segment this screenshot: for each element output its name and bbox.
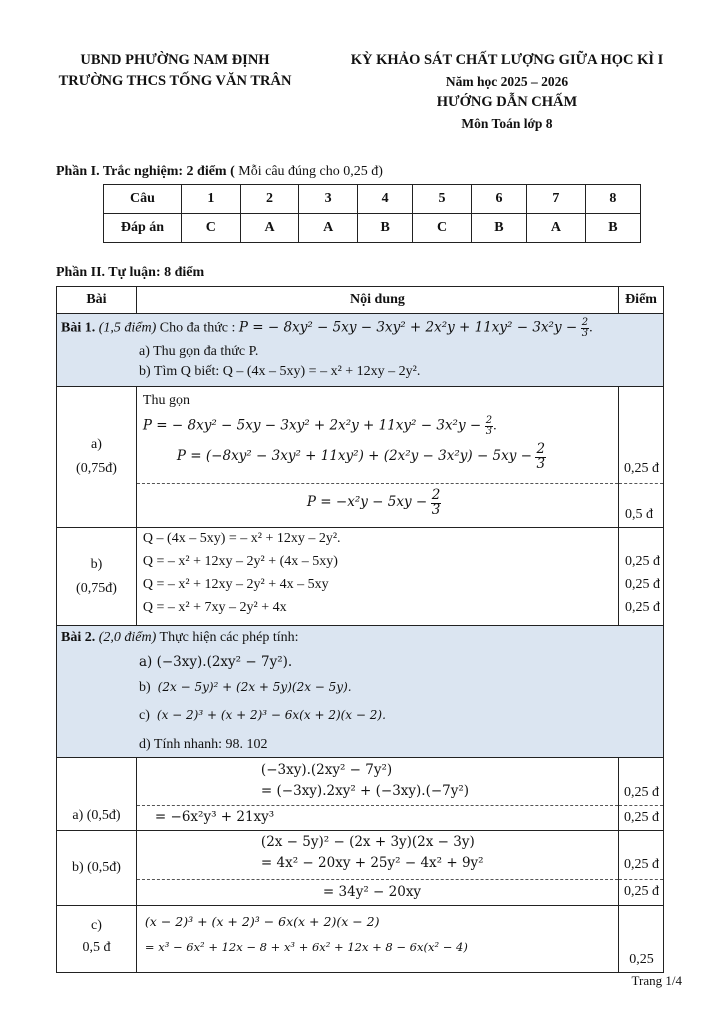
col-header-noidung: Nội dung — [136, 287, 618, 314]
bai1-statement-row — [57, 314, 664, 387]
bai1b-label: b) — [90, 556, 103, 572]
bai1a-label-cell — [57, 387, 137, 528]
divider — [137, 805, 618, 806]
bai1a-content — [136, 387, 618, 528]
bai2b-scores — [619, 831, 664, 906]
bai2-part-b-label: b) — [139, 680, 151, 695]
bai2a-scores — [619, 758, 664, 831]
answer-cell: C — [413, 214, 472, 243]
bai2a-line3: = −6x²y³ + 21xy³ — [154, 809, 275, 825]
row-label-answer: Đáp án — [104, 214, 182, 243]
bai2a-label: a) (0,5đ) — [72, 808, 121, 823]
bai1b-line3: Q = – x² + 12xy – 2y² + 4x – 5xy — [142, 577, 329, 592]
bai2a-line2: = (−3xy).2xy² + (−3xy).(−7y²) — [260, 783, 470, 799]
bai2-number: Bài 2. — [61, 630, 96, 645]
bai1b-label-cell — [57, 528, 137, 626]
answer-cell: A — [299, 214, 358, 243]
score: 0,25 đ — [625, 600, 661, 615]
bai1a-line2: P = − 8xy² − 5xy − 3xy² + 2x²y + 11xy² − 3x²y − $\frac{2}{3}$ . — [142, 415, 497, 437]
bai1-part-b: b) Tìm Q biết: Q – (4x – 5xy) = – x² + 12xy – 2y². — [139, 364, 421, 379]
bai1-points: (1,5 điểm) — [95, 320, 157, 336]
part1-title — [56, 164, 383, 180]
bai1b-scores — [619, 528, 664, 626]
page-number: Trang 1/4 — [631, 973, 682, 988]
bai1-number: Bài 1. — [61, 320, 96, 336]
bai1b-content — [136, 528, 618, 626]
question-number: 7 — [527, 185, 586, 214]
answer-cell: C — [182, 214, 241, 243]
school-name: TRƯỜNG THCS TỐNG VĂN TRÂN — [58, 73, 292, 89]
answer-cell: B — [358, 214, 413, 243]
bai2-points: (2,0 điểm) — [95, 630, 157, 645]
ward-name: UBND PHƯỜNG NAM ĐỊNH — [80, 52, 270, 68]
bai2a-row — [57, 758, 664, 831]
bai1b-line1: Q – (4x – 5xy) = – x² + 12xy – 2y². — [142, 531, 341, 546]
answer-cell: B — [585, 214, 640, 243]
bai2-part-c — [139, 708, 386, 724]
bai2-heading — [61, 630, 299, 646]
bai1b-line2: Q = – x² + 12xy – 2y² + (4x – 5xy) — [142, 554, 338, 569]
bai1b-row — [57, 528, 664, 626]
score: 0,25 đ — [624, 810, 660, 825]
question-number: 4 — [358, 185, 413, 214]
bai2c-label-cell — [57, 906, 137, 973]
part2-title: Phần II. Tự luận: 8 điểm — [56, 265, 205, 280]
col-header-diem: Điểm — [619, 287, 664, 314]
question-number: 8 — [585, 185, 640, 214]
table-header-row — [57, 287, 664, 314]
bai1a-line3 — [177, 443, 546, 471]
bai2-part-b-expr: (2x − 5y)² + (2x + 5y)(2x − 5y). — [157, 680, 352, 694]
bai1a-label: a) — [91, 437, 102, 452]
bai1a-row — [57, 387, 664, 528]
bai2a-label-cell — [57, 758, 137, 831]
bai1-prompt: Cho đa thức : — [156, 320, 236, 336]
bai2-part-a: a) (−3xy).(2xy² − 7y²). — [139, 654, 293, 670]
fraction-numerator: 2 — [581, 317, 589, 328]
bai1-heading: Bài 1. (1,5 điểm) Cho đa thức : P = − 8xy² − 5xy − 3xy² + 2x²y + 11xy² − 3x²y − $\frac{2}{3}$ . — [61, 317, 593, 339]
bai2c-content — [136, 906, 618, 973]
question-number: 5 — [413, 185, 472, 214]
bai2-prompt: Thực hiện các phép tính: — [156, 630, 299, 645]
score: 0,5 đ — [625, 507, 654, 522]
bai1a-expr3: P = (−8xy² − 3xy² + 11xy²) + (2x²y − 3x²y) − 5xy − — [176, 448, 532, 465]
fraction — [431, 489, 442, 517]
bai1a-line4 — [307, 489, 441, 517]
bai2b-row — [57, 831, 664, 906]
exam-header — [322, 50, 692, 134]
bai2c-row — [57, 906, 664, 973]
bai2-part-d: d) Tính nhanh: 98. 102 — [139, 737, 268, 752]
fraction-numerator: 2 — [431, 487, 441, 503]
row-label-question: Câu — [104, 185, 182, 214]
bai2c-line2: = x³ − 6x² + 12x − 8 + x³ + 6x² + 12x + 8 − 6x(x² − 4) — [144, 940, 468, 954]
part1-note: Mỗi câu đúng cho 0,25 đ) — [234, 164, 383, 179]
bai2b-line3: = 34y² − 20xy — [322, 884, 422, 900]
bai2-part-b — [139, 680, 352, 696]
fraction-denominator: 3 — [485, 426, 493, 437]
divider — [619, 879, 663, 880]
fraction — [535, 443, 546, 471]
question-number: 6 — [471, 185, 526, 214]
bai1a-expr2: P = − 8xy² − 5xy − 3xy² + 2x²y + 11xy² − 3x²y − — [142, 417, 482, 434]
divider — [619, 805, 663, 806]
bai1-polynomial: P = − 8xy² − 5xy − 3xy² + 2x²y + 11xy² − 3x²y − — [238, 319, 578, 336]
fraction-denominator: 3 — [536, 455, 546, 472]
bai1a-line1: Thu gọn — [142, 393, 190, 408]
bai1b-points: (0,75đ) — [76, 580, 117, 596]
divider — [619, 483, 663, 484]
fraction — [581, 318, 589, 339]
bai2b-label-cell — [57, 831, 137, 906]
score: 0,25 đ — [624, 785, 660, 800]
part1-title-text: Phần I. Trắc nghiệm: 2 điểm ( — [56, 164, 235, 179]
answer-key-table — [103, 184, 641, 243]
bai2a-content — [136, 758, 618, 831]
score: 0,25 — [629, 952, 654, 967]
score: 0,25 đ — [625, 577, 661, 592]
bai1-part-a: a) Thu gọn đa thức P. — [139, 344, 259, 359]
school-year: Năm học 2025 – 2026 — [445, 74, 569, 89]
divider — [137, 879, 618, 880]
bai2c-scores — [619, 906, 664, 973]
bai1b-line4: Q = – x² + 7xy – 2y² + 4x — [142, 600, 287, 615]
col-header-bai: Bài — [57, 287, 137, 314]
question-number: 3 — [299, 185, 358, 214]
bai2-part-c-label: c) — [139, 708, 150, 723]
bai2c-points: 0,5 đ — [82, 940, 111, 955]
score: 0,25 đ — [624, 884, 660, 899]
answer-cell: A — [240, 214, 299, 243]
question-number: 2 — [240, 185, 299, 214]
bai1a-expr4: P = −x²y − 5xy − — [306, 494, 428, 511]
bai2b-line2: = 4x² − 20xy + 25y² − 4x² + 9y² — [260, 855, 484, 871]
score: 0,25 đ — [624, 857, 660, 872]
score: 0,25 đ — [625, 554, 661, 569]
bai2-part-c-expr: (x − 2)³ + (x + 2)³ − 6x(x + 2)(x − 2). — [156, 708, 386, 722]
answer-cell: A — [527, 214, 586, 243]
fraction-numerator: 2 — [536, 441, 546, 457]
bai2a-line1: (−3xy).(2xy² − 7y²) — [260, 762, 393, 778]
bai1a-points: (0,75đ) — [76, 461, 117, 476]
bai2b-label: b) (0,5đ) — [71, 860, 121, 875]
answer-row — [104, 214, 641, 243]
bai2b-content — [136, 831, 618, 906]
subject: Môn Toán lớp 8 — [461, 116, 553, 131]
bai1a-scores — [619, 387, 664, 528]
exam-title: KỲ KHẢO SÁT CHẤT LƯỢNG GIỮA HỌC KÌ I — [350, 52, 664, 68]
answer-cell: B — [471, 214, 526, 243]
bai2b-line1: (2x − 5y)² − (2x + 3y)(2x − 3y) — [260, 834, 475, 850]
essay-grading-table — [56, 286, 664, 973]
document-title: HƯỚNG DẪN CHẤM — [436, 94, 578, 110]
fraction-denominator: 3 — [581, 328, 589, 339]
fraction-denominator: 3 — [431, 501, 441, 518]
question-number: 1 — [182, 185, 241, 214]
question-row — [104, 185, 641, 214]
divider — [137, 483, 618, 484]
bai2c-label: c) — [91, 918, 102, 933]
bai2c-line1: (x − 2)³ + (x + 2)³ − 6x(x + 2)(x − 2) — [144, 914, 380, 929]
fraction — [485, 416, 493, 437]
school-header — [30, 50, 320, 92]
score: 0,25 đ — [624, 461, 660, 476]
bai2-statement-row — [57, 626, 664, 758]
fraction-numerator: 2 — [485, 415, 493, 426]
